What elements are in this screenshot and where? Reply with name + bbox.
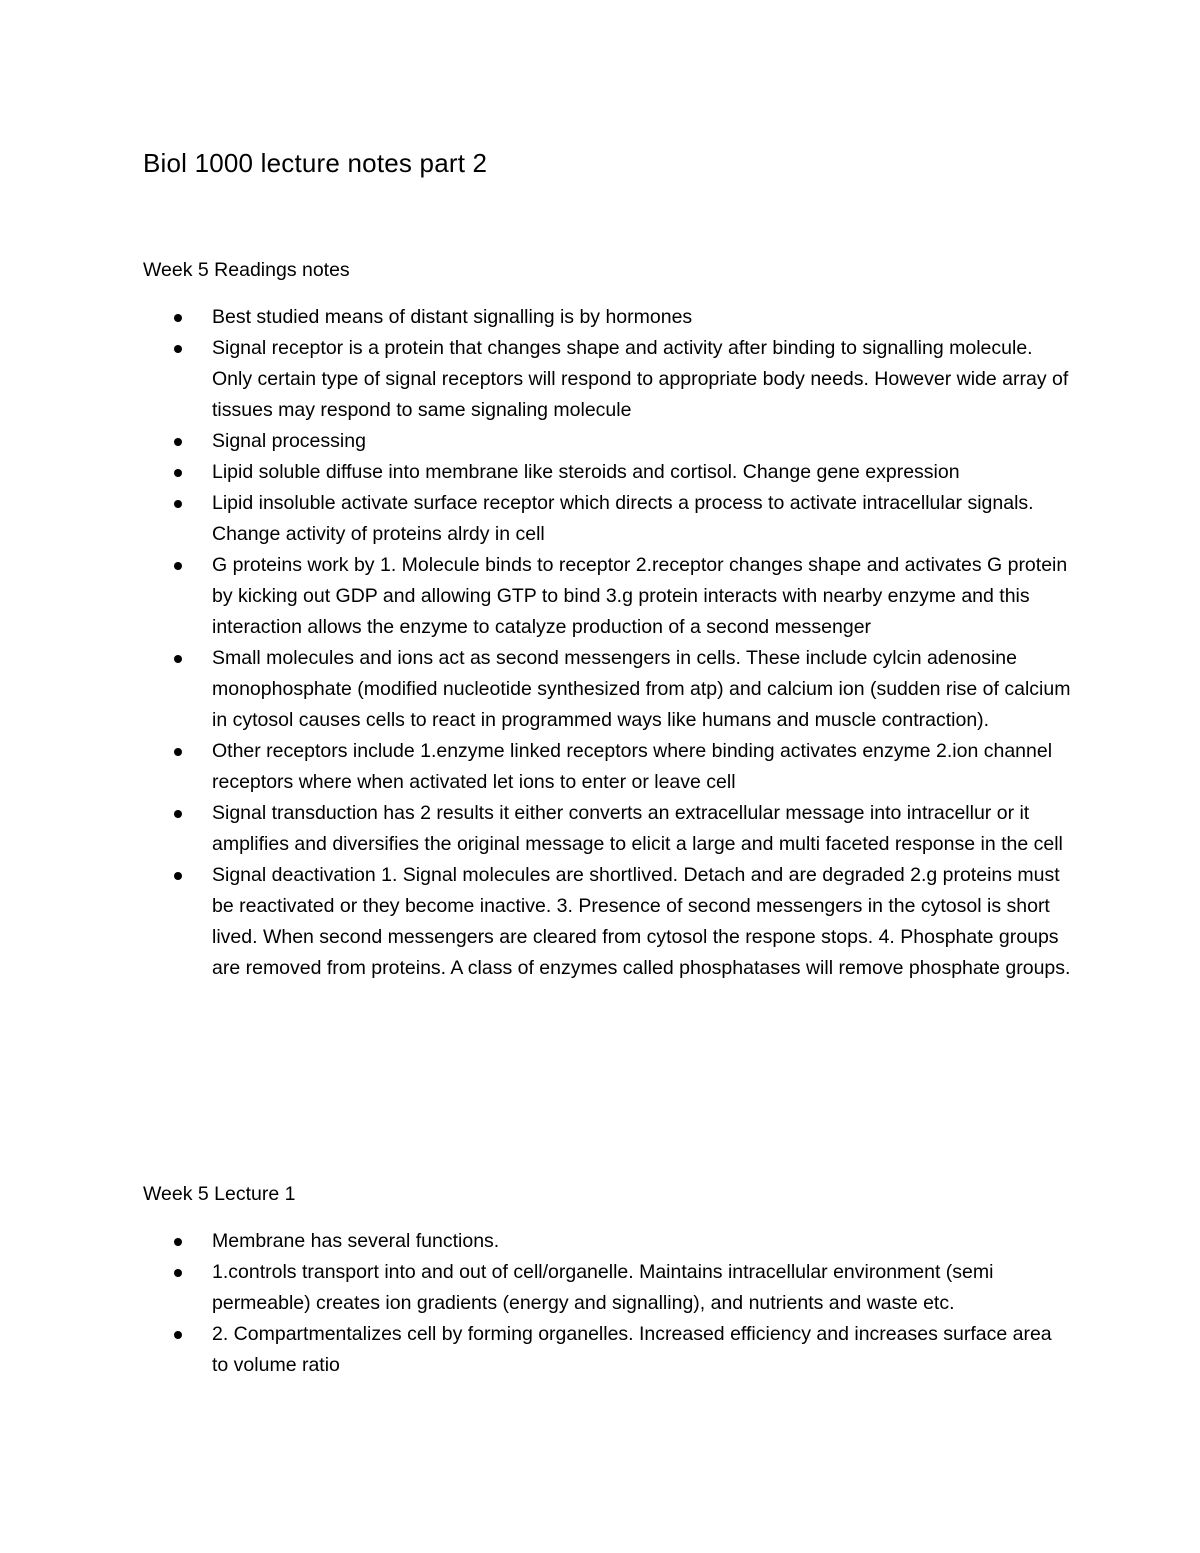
section-heading: Week 5 Lecture 1: [143, 1183, 296, 1205]
list-item: [143, 426, 1073, 457]
bullet-icon: [174, 748, 182, 756]
list-item-text: Other receptors include 1.enzyme linked receptors where binding activates enzyme 2.ion channel receptors where when activated let ions to enter or leave cell: [212, 740, 1053, 793]
bullet-icon: [174, 438, 182, 446]
list-item: [143, 860, 1073, 984]
list-item-text: 2. Compartmentalizes cell by forming organelles. Increased efficiency and increases surface area to volume ratio: [212, 1323, 1052, 1376]
section-heading: Week 5 Readings notes: [143, 259, 350, 281]
list-item-text: Signal receptor is a protein that changes shape and activity after binding to signalling molecule. Only certain type of signal receptors will respond to appropriate body needs. However wide array of tissues may respond to same signaling molecule: [212, 337, 1069, 421]
list-item: [143, 1226, 1073, 1257]
bullet-icon: [174, 562, 182, 570]
bullet-icon: [174, 1238, 182, 1246]
list-item-text: 1.controls transport into and out of cell/organelle. Maintains intracellular environment (semi permeable) creates ion gradients (energy and signalling), and nutrients and waste etc.: [212, 1261, 994, 1314]
bullet-icon: [174, 314, 182, 322]
list-item-text: Lipid insoluble activate surface receptor which directs a process to activate intracellular signals. Change activity of proteins alrdy in cell: [212, 492, 1034, 545]
bullet-icon: [174, 655, 182, 663]
list-item: [143, 488, 1073, 550]
list-item: [143, 302, 1073, 333]
list-item-text: Signal transduction has 2 results it either converts an extracellular message into intracellur or it amplifies and diversifies the original message to elicit a large and multi faceted response in the cell: [212, 802, 1063, 855]
list-item-text: Best studied means of distant signalling is by hormones: [212, 306, 693, 328]
list-item-text: Lipid soluble diffuse into membrane like steroids and cortisol. Change gene expression: [212, 461, 960, 483]
document-title: Biol 1000 lecture notes part 2: [143, 148, 488, 178]
list-item: [143, 550, 1073, 643]
bullet-list: [143, 302, 1073, 984]
list-item-text: Membrane has several functions.: [212, 1230, 500, 1252]
bullet-icon: [174, 810, 182, 818]
list-item: [143, 1257, 1073, 1319]
bullet-icon: [174, 1331, 182, 1339]
list-item: [143, 736, 1073, 798]
bullet-list: [143, 1226, 1073, 1381]
bullet-icon: [174, 469, 182, 477]
section-week5-lecture1: [143, 1179, 1073, 1381]
bullet-icon: [174, 872, 182, 880]
list-item: [143, 798, 1073, 860]
list-item: [143, 1319, 1073, 1381]
section-week5-readings: [143, 255, 1073, 984]
list-item-text: Signal deactivation 1. Signal molecules are shortlived. Detach and are degraded 2.g proteins must be reactivated or they become inactive. 3. Presence of second messengers in the cytosol is short lived. When second messengers are cleared from cytosol the respone stops. 4. Phosphate groups are removed from proteins. A class of enzymes called phosphatases will remove phosphate groups.: [212, 864, 1071, 979]
list-item-text: G proteins work by 1. Molecule binds to receptor 2.receptor changes shape and activates G protein by kicking out GDP and allowing GTP to bind 3.g protein interacts with nearby enzyme and this interaction allows the enzyme to catalyze production of a second messenger: [212, 554, 1068, 638]
list-item: [143, 333, 1073, 426]
list-item: [143, 457, 1073, 488]
bullet-icon: [174, 1269, 182, 1277]
bullet-icon: [174, 500, 182, 508]
list-item: [143, 643, 1073, 736]
bullet-icon: [174, 345, 182, 353]
list-item-text: Small molecules and ions act as second messengers in cells. These include cylcin adenosine monophosphate (modified nucleotide synthesized from atp) and calcium ion (sudden rise of calcium in cytosol causes cells to react in programmed ways like humans and muscle contraction).: [212, 647, 1071, 731]
list-item-text: Signal processing: [212, 430, 366, 452]
